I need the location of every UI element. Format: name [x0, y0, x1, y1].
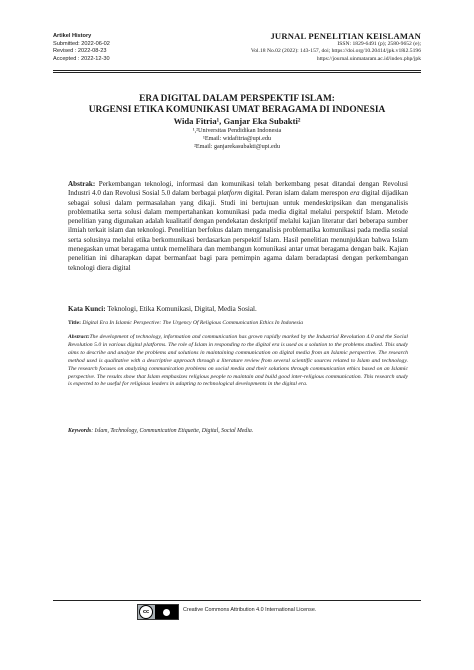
abstrak-italic-era: era: [350, 189, 360, 198]
license-text[interactable]: Creative Commons Attribution 4.0 International License.: [183, 607, 317, 613]
kata-kunci: [68, 305, 408, 313]
paper-title-line2: URGENSI ETIKA KOMUNIKASI UMAT BERAGAMA DI INDONESIA: [88, 105, 386, 116]
author-affiliations: [53, 127, 421, 151]
author-email-2[interactable]: ²Email: ganjarekasubakti@upi.edu: [194, 143, 280, 150]
attribution-icon: [155, 605, 178, 619]
abstract-text: The development of technology, information and communication has grown rapidly marked by the Industrial Revolution 4.0 and the Social Revolution 5.0 in various digital platforms. The role of Islam in responding to the digital era is used as a solution to the problems studied. This study aims to describe and analyze the problems and solutions in maintaining communication on digital media from an Islamic perspective. The research method used is qualitative with a descriptive approach through a literature review from several scientific sources related to Islam and technology. The research focuses on analyzing communication problems on social media and their solutions through communication ethics based on an Islamic perspective. The results show that Islam emphasizes religious people to maintain and build good inter-religious communication. This research study is expected to be useful for religious leaders in adapting to technological developments in the digital era.: [68, 334, 408, 388]
journal-name: JURNAL PENELITIAN KEISLAMAN: [270, 31, 421, 41]
kata-kunci-label: Kata Kunci:: [68, 305, 106, 313]
paper-title-line1: ERA DIGITAL DALAM PERSPEKTIF ISLAM:: [139, 94, 335, 104]
journal-volume: Vol.18 No.02 (2022): 143-157, doi; https://doi.org/10.20414/jpk.v18i2.5196: [250, 48, 421, 55]
affiliation: ¹,²Universitas Pendidikan Indonesia: [192, 127, 282, 134]
cc-icon: cc: [139, 605, 153, 619]
cc-by-license-icon[interactable]: [137, 604, 179, 620]
history-revised: Revised : 2022-08-23: [53, 48, 107, 55]
abstrak-text-2: digital. Peran islam dalam merespon: [242, 189, 351, 198]
abstrak-italic-platform: platform: [217, 189, 243, 198]
english-title-value: Digital Era In Islamic Perspective: The Urgency Of Religious Communication Ethics In Indonesia: [80, 320, 304, 326]
journal-issn: ISSN: 1829-6491 (p); 2580-9652 (e);: [337, 41, 421, 47]
kata-kunci-value: Teknologi, Etika Komunikasi, Digital, Media Sosial.: [105, 305, 257, 313]
abstrak-text-1: Perkembangan teknologi, informasi dan komunikasi telah berkembang pesat ditandai dengan Revolusi Industri 4.0 dan Revolusi Sosial 5.0 dalam berbagai: [68, 180, 408, 198]
journal-info: [161, 31, 421, 63]
english-title: [68, 320, 408, 326]
keywords-label: Keywords: [68, 428, 92, 434]
keywords: [68, 428, 408, 434]
header-rule-bottom: [53, 72, 421, 73]
history-accepted: Accepted : 2022-12-30: [53, 55, 110, 62]
abstrak-indonesian: [68, 180, 408, 273]
person-icon: [163, 609, 170, 616]
abstract-english: [68, 334, 408, 389]
author-email-1[interactable]: ¹Email: widafitria@upi.edu: [202, 135, 272, 142]
abstrak-label: Abstrak:: [68, 180, 96, 188]
paper-authors: Wida Fitria¹, Ganjar Eka Subakti²: [173, 116, 301, 126]
english-title-label: Title:: [68, 320, 81, 326]
abstract-label: Abstract:: [68, 334, 90, 340]
footer-rule: [53, 600, 421, 601]
article-history: [53, 33, 141, 63]
history-submitted: Submitted: 2022-06-02: [53, 40, 110, 47]
paper-title: [53, 94, 421, 117]
journal-url[interactable]: https://journal.uinmataram.ac.id/index.php/jpk: [316, 55, 421, 62]
history-title: Artikel History: [53, 33, 92, 39]
abstrak-text-3: digital dijadikan sebagai solusi dalam permasalahan yang dikaji. Studi ini bertujuan untuk mendeskripsikan dan menganalisis problematika serta solusi dalam mempertahankan komunikasi pada media digital melalui perspektif Islam. Metode penelitian yang digunakan adalah kualitatif dengan pendekatan deskriptif melalui kajian literatur dari beberapa sumber ilmiah terkait islam dan teknologi. Penelitian berfokus dalam menganalisis problematika komunikasi pada media sosial serta solusinya melalui etika berkomunikasi berdasarkan perspektif Islam. Hasil penelitian menunjukkan bahwa Islam menegaskan umat beragama untuk memelihara dan membangun komunikasi antar umat beragama dengan baik. Kajian penelitian ini diharapkan dapat bermanfaat bagi para pemimpin agama dalam beradaptasi dengan perkembangan teknologi diera digital: [68, 189, 408, 272]
keywords-value: : Islam, Technology, Communication Etiquette, Digital, Social Media.: [91, 428, 254, 434]
header-rule-top: [53, 70, 421, 71]
